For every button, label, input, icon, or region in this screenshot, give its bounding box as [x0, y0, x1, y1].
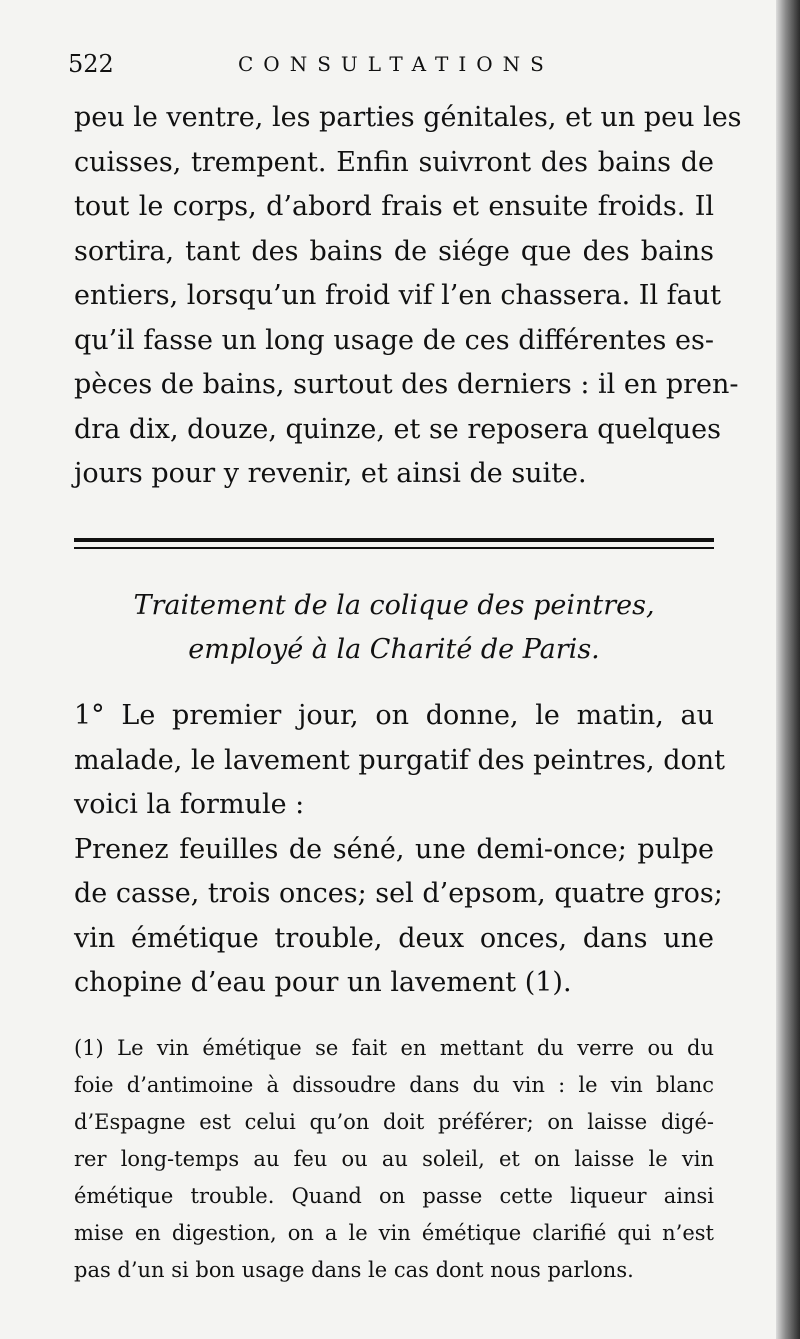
text-line: vin émétique trouble, deux onces, dans une: [74, 922, 714, 954]
text-line: qu’il fasse un long usage de ces différentes es-: [74, 324, 714, 356]
footnote-line: émétique trouble. Quand on passe cette liqueur ainsi: [74, 1184, 714, 1208]
page-edge-shadow: [776, 0, 800, 1339]
footnote-line: rer long-temps au feu ou au soleil, et on laisse le vin: [74, 1147, 714, 1171]
section-body: [74, 694, 725, 1006]
text-line: sortira, tant des bains de siége que des bains: [74, 235, 714, 267]
text-line: peu le ventre, les parties génitales, et un peu les: [74, 102, 742, 133]
text-line: 1° Le premier jour, on donne, le matin, au: [74, 700, 714, 731]
page-header: [68, 48, 708, 80]
text-line: pèces de bains, surtout des derniers : il en pren-: [74, 369, 739, 400]
running-title: CONSULTATIONS: [238, 52, 554, 76]
text-line: entiers, lorsqu’un froid vif l’en chassera. Il faut: [74, 280, 721, 311]
page-number: 522: [68, 50, 114, 78]
text-line: dra dix, douze, quinze, et se reposera quelques: [74, 413, 722, 445]
text-line: cuisses, trempent. Enfin suivront des bains de: [74, 146, 714, 178]
section-title-line: Traitement de la colique des peintres,: [133, 590, 655, 621]
text-line: tout le corps, d’abord frais et ensuite froids. Il: [74, 191, 714, 222]
section-title-line: employé à la Charité de Paris.: [188, 634, 600, 665]
text-line: malade, le lavement purgatif des peintres, dont: [74, 744, 725, 776]
continuation-paragraph: [74, 96, 742, 497]
text-line: voici la formule :: [74, 789, 305, 820]
text-line: Prenez feuilles de séné, une demi-once; pulpe: [74, 833, 714, 865]
text-line: de casse, trois onces; sel d’epsom, quatre gros;: [74, 878, 723, 909]
section-rule-thin: [74, 547, 714, 549]
section-rule-thick: [74, 538, 714, 542]
footnote-line: foie d’antimoine à dissoudre dans du vin : le vin blanc: [74, 1073, 714, 1097]
footnote-line: (1) Le vin émétique se fait en mettant du verre ou du: [74, 1036, 714, 1060]
footnote-line: pas d’un si bon usage dans le cas dont nous parlons.: [74, 1258, 634, 1282]
section-title: [74, 584, 714, 672]
text-line: chopine d’eau pour un lavement (1).: [74, 967, 572, 998]
footnote-line: d’Espagne est celui qu’on doit préférer; on laisse digé-: [74, 1110, 714, 1134]
text-line: jours pour y revenir, et ainsi de suite.: [74, 458, 587, 489]
footnote: [74, 1030, 714, 1289]
footnote-line: mise en digestion, on a le vin émétique clarifié qui n’est: [74, 1221, 714, 1245]
